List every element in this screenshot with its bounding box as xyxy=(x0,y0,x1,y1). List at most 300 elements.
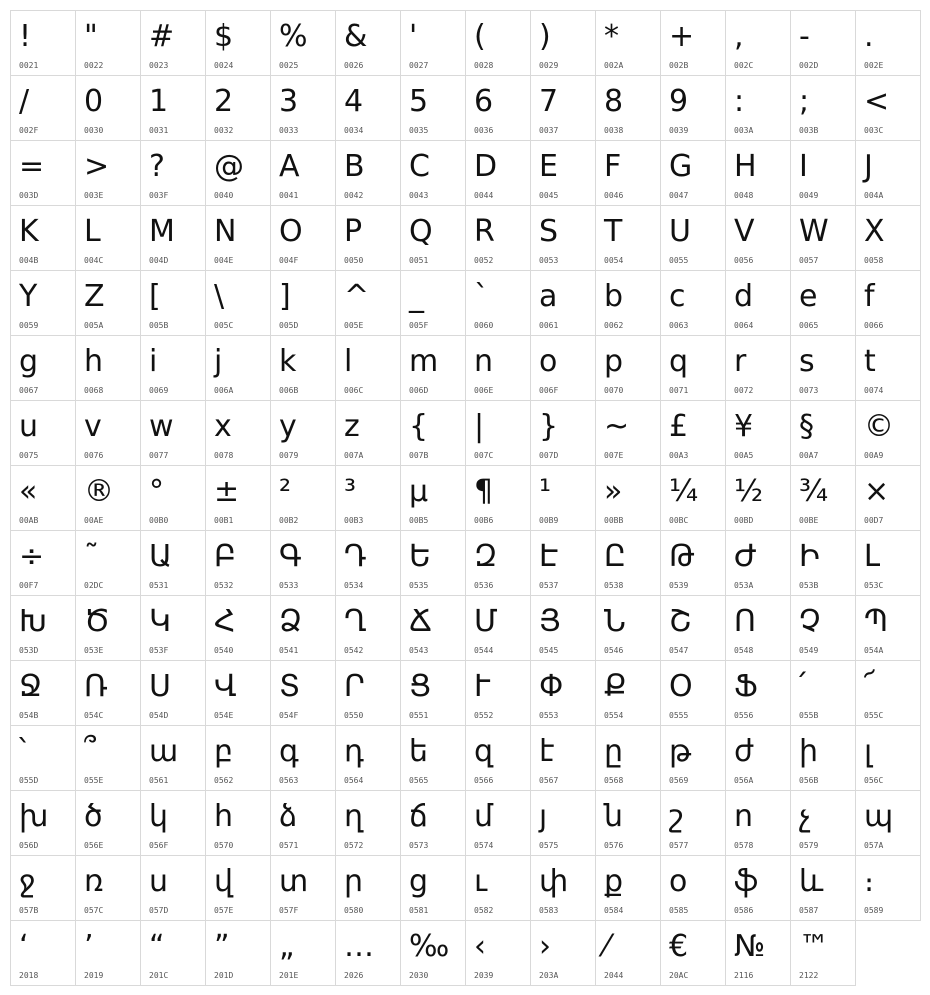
glyph-codepoint: 0564 xyxy=(344,776,364,785)
glyph-cell xyxy=(75,205,141,271)
glyph-codepoint: 0058 xyxy=(864,256,884,265)
glyph-char: c xyxy=(669,279,686,314)
glyph-cell xyxy=(335,725,401,791)
glyph-codepoint: 0037 xyxy=(539,126,559,135)
glyph-char: Տ xyxy=(279,669,301,704)
glyph-codepoint: 0046 xyxy=(604,191,624,200)
glyph-cell xyxy=(270,10,336,76)
glyph-char: O xyxy=(279,214,303,249)
glyph-char: դ xyxy=(344,734,364,769)
glyph-char: ր xyxy=(344,864,364,899)
glyph-cell xyxy=(465,75,531,141)
glyph-cell xyxy=(855,855,921,921)
glyph-cell xyxy=(75,10,141,76)
glyph-char: ’ xyxy=(84,929,94,964)
glyph-char: @ xyxy=(214,149,244,184)
glyph-codepoint: 005E xyxy=(344,321,364,330)
glyph-cell xyxy=(205,465,271,531)
glyph-char: N xyxy=(214,214,237,249)
glyph-codepoint: 005A xyxy=(84,321,104,330)
glyph-codepoint: 0541 xyxy=(279,646,299,655)
glyph-cell xyxy=(270,920,336,986)
glyph-cell xyxy=(855,465,921,531)
glyph-char: ձ xyxy=(279,799,298,834)
glyph-char: Ք xyxy=(604,669,627,704)
glyph-cell xyxy=(140,75,206,141)
glyph-cell xyxy=(205,140,271,206)
glyph-cell xyxy=(465,595,531,661)
glyph-cell xyxy=(790,270,856,336)
glyph-cell xyxy=(530,855,596,921)
glyph-char: մ xyxy=(474,799,494,834)
glyph-codepoint: 0543 xyxy=(409,646,429,655)
glyph-cell xyxy=(465,725,531,791)
glyph-char: E xyxy=(539,149,558,184)
glyph-codepoint: 2039 xyxy=(474,971,494,980)
glyph-cell xyxy=(790,335,856,401)
glyph-char: ® xyxy=(84,474,114,509)
glyph-char: Ց xyxy=(409,669,432,704)
glyph-cell xyxy=(595,790,661,856)
glyph-char: › xyxy=(539,929,551,964)
glyph-char: | xyxy=(474,409,485,444)
glyph-codepoint: 0077 xyxy=(149,451,169,460)
glyph-codepoint: 00B3 xyxy=(344,516,364,525)
glyph-grid xyxy=(10,10,920,985)
glyph-char: Թ xyxy=(669,539,695,574)
glyph-cell xyxy=(335,660,401,726)
glyph-codepoint: 007B xyxy=(409,451,429,460)
glyph-codepoint: 00B9 xyxy=(539,516,559,525)
glyph-cell xyxy=(140,10,206,76)
glyph-char: ( xyxy=(474,19,486,54)
glyph-cell xyxy=(400,10,466,76)
glyph-cell xyxy=(660,270,726,336)
glyph-char: Ժ xyxy=(734,539,757,574)
glyph-char: ™ xyxy=(799,929,829,964)
glyph-cell xyxy=(140,140,206,206)
glyph-codepoint: 0542 xyxy=(344,646,364,655)
glyph-cell xyxy=(335,75,401,141)
glyph-char: a xyxy=(539,279,558,314)
glyph-codepoint: 0548 xyxy=(734,646,754,655)
glyph-cell xyxy=(205,530,271,596)
glyph-codepoint: 0070 xyxy=(604,386,624,395)
glyph-cell xyxy=(335,530,401,596)
glyph-char: Մ xyxy=(474,604,498,639)
glyph-char: վ xyxy=(214,864,234,899)
glyph-char: Ւ xyxy=(474,669,491,704)
glyph-char: C xyxy=(409,149,430,184)
glyph-cell xyxy=(660,920,726,986)
glyph-codepoint: 00B5 xyxy=(409,516,429,525)
glyph-cell xyxy=(270,205,336,271)
glyph-char: Ռ xyxy=(84,669,108,704)
glyph-cell xyxy=(10,855,76,921)
glyph-cell xyxy=(270,530,336,596)
glyph-codepoint: 203A xyxy=(539,971,559,980)
glyph-cell xyxy=(790,660,856,726)
glyph-cell xyxy=(790,920,856,986)
glyph-codepoint: 006F xyxy=(539,386,559,395)
glyph-codepoint: 002C xyxy=(734,61,754,70)
glyph-char: Շ xyxy=(669,604,692,639)
glyph-cell xyxy=(855,140,921,206)
glyph-char: £ xyxy=(669,409,689,444)
glyph-char: f xyxy=(864,279,875,314)
glyph-char: շ xyxy=(669,799,684,834)
glyph-char: Բ xyxy=(214,539,236,574)
glyph-char: „ xyxy=(279,929,295,964)
glyph-char: 9 xyxy=(669,84,689,119)
glyph-char: § xyxy=(799,409,814,444)
glyph-codepoint: 0064 xyxy=(734,321,754,330)
glyph-cell xyxy=(595,595,661,661)
glyph-codepoint: 0566 xyxy=(474,776,494,785)
glyph-codepoint: 0537 xyxy=(539,581,559,590)
glyph-cell xyxy=(725,140,791,206)
glyph-codepoint: 056E xyxy=(84,841,104,850)
glyph-cell xyxy=(465,270,531,336)
glyph-codepoint: 054E xyxy=(214,711,234,720)
glyph-char: r xyxy=(734,344,747,379)
glyph-codepoint: 055D xyxy=(19,776,39,785)
glyph-codepoint: 0052 xyxy=(474,256,494,265)
glyph-char: Ն xyxy=(604,604,626,639)
glyph-codepoint: 007D xyxy=(539,451,559,460)
glyph-cell xyxy=(10,530,76,596)
glyph-codepoint: 0582 xyxy=(474,906,494,915)
glyph-codepoint: 006B xyxy=(279,386,299,395)
glyph-cell xyxy=(855,660,921,726)
glyph-cell xyxy=(10,920,76,986)
glyph-char: Y xyxy=(19,279,38,314)
glyph-char: b xyxy=(604,279,624,314)
glyph-codepoint: 0563 xyxy=(279,776,299,785)
glyph-cell xyxy=(855,400,921,466)
glyph-cell xyxy=(790,530,856,596)
glyph-char: ½ xyxy=(734,474,764,509)
glyph-codepoint: 0546 xyxy=(604,646,624,655)
glyph-codepoint: 002A xyxy=(604,61,624,70)
glyph-codepoint: 0549 xyxy=(799,646,819,655)
glyph-codepoint: 004C xyxy=(84,256,104,265)
glyph-char: © xyxy=(864,409,894,444)
glyph-codepoint: 005C xyxy=(214,321,234,330)
glyph-char: Ր xyxy=(344,669,365,704)
glyph-codepoint: 0575 xyxy=(539,841,559,850)
glyph-char: Փ xyxy=(539,669,564,704)
glyph-cell xyxy=(10,140,76,206)
glyph-cell xyxy=(205,75,271,141)
glyph-codepoint: 0544 xyxy=(474,646,494,655)
glyph-codepoint: 0551 xyxy=(409,711,429,720)
glyph-char: թ xyxy=(669,734,692,769)
glyph-cell xyxy=(270,335,336,401)
glyph-cell xyxy=(530,725,596,791)
glyph-codepoint: 0078 xyxy=(214,451,234,460)
glyph-codepoint: 0049 xyxy=(799,191,819,200)
glyph-codepoint: 0552 xyxy=(474,711,494,720)
glyph-cell xyxy=(595,140,661,206)
glyph-char: ² xyxy=(279,474,292,509)
glyph-cell xyxy=(855,10,921,76)
glyph-cell xyxy=(75,75,141,141)
glyph-cell xyxy=(725,465,791,531)
glyph-char: օ xyxy=(669,864,688,899)
glyph-char: ՜ xyxy=(864,669,875,704)
glyph-char: K xyxy=(19,214,39,249)
glyph-char: յ xyxy=(539,799,548,834)
glyph-char: » xyxy=(604,474,623,509)
glyph-codepoint: 0030 xyxy=(84,126,104,135)
glyph-codepoint: 007A xyxy=(344,451,364,460)
glyph-char: Զ xyxy=(474,539,498,574)
glyph-cell xyxy=(75,140,141,206)
glyph-cell xyxy=(140,660,206,726)
glyph-cell xyxy=(660,140,726,206)
glyph-cell xyxy=(205,855,271,921)
glyph-codepoint: 053C xyxy=(864,581,884,590)
glyph-codepoint: 054C xyxy=(84,711,104,720)
glyph-char: w xyxy=(149,409,174,444)
glyph-cell xyxy=(75,790,141,856)
glyph-cell xyxy=(595,855,661,921)
glyph-char: # xyxy=(149,19,175,54)
glyph-char: U xyxy=(669,214,691,249)
glyph-cell xyxy=(335,465,401,531)
glyph-char: ” xyxy=(214,929,230,964)
glyph-codepoint: 0532 xyxy=(214,581,234,590)
glyph-char: Ե xyxy=(409,539,431,574)
glyph-cell xyxy=(400,75,466,141)
glyph-cell xyxy=(270,400,336,466)
glyph-char: զ xyxy=(474,734,494,769)
glyph-cell xyxy=(270,140,336,206)
glyph-char: Դ xyxy=(344,539,367,574)
glyph-cell xyxy=(335,790,401,856)
glyph-codepoint: 004D xyxy=(149,256,169,265)
glyph-cell xyxy=(465,790,531,856)
glyph-cell xyxy=(595,725,661,791)
glyph-codepoint: 002D xyxy=(799,61,819,70)
glyph-codepoint: 201D xyxy=(214,971,234,980)
glyph-codepoint: 0545 xyxy=(539,646,559,655)
glyph-codepoint: 054D xyxy=(149,711,169,720)
glyph-codepoint: 0581 xyxy=(409,906,429,915)
glyph-cell xyxy=(335,335,401,401)
glyph-cell xyxy=(75,335,141,401)
glyph-codepoint: 055E xyxy=(84,776,104,785)
glyph-char: … xyxy=(344,929,374,964)
glyph-codepoint: 0045 xyxy=(539,191,559,200)
glyph-codepoint: 00BE xyxy=(799,516,819,525)
glyph-codepoint: 057A xyxy=(864,841,884,850)
glyph-cell xyxy=(140,335,206,401)
glyph-codepoint: 0067 xyxy=(19,386,39,395)
glyph-char: ո xyxy=(734,799,754,834)
glyph-cell xyxy=(75,530,141,596)
glyph-codepoint: 0074 xyxy=(864,386,884,395)
glyph-char: 5 xyxy=(409,84,429,119)
glyph-char: ± xyxy=(214,474,240,509)
glyph-codepoint: 0539 xyxy=(669,581,689,590)
glyph-codepoint: 0065 xyxy=(799,321,819,330)
glyph-cell xyxy=(335,205,401,271)
glyph-char: ը xyxy=(604,734,624,769)
glyph-codepoint: 2018 xyxy=(19,971,39,980)
glyph-codepoint: 056D xyxy=(19,841,39,850)
glyph-cell xyxy=(465,335,531,401)
glyph-cell xyxy=(270,660,336,726)
glyph-cell xyxy=(725,920,791,986)
glyph-codepoint: 0044 xyxy=(474,191,494,200)
glyph-char: Ճ xyxy=(409,604,433,639)
glyph-char: l xyxy=(344,344,353,379)
glyph-cell xyxy=(140,595,206,661)
glyph-codepoint: 0079 xyxy=(279,451,299,460)
glyph-char: ³ xyxy=(344,474,357,509)
glyph-cell xyxy=(465,855,531,921)
glyph-cell xyxy=(855,530,921,596)
glyph-codepoint: 0060 xyxy=(474,321,494,330)
glyph-codepoint: 0047 xyxy=(669,191,689,200)
glyph-char: ° xyxy=(149,474,164,509)
glyph-char: e xyxy=(799,279,818,314)
glyph-codepoint: 00BB xyxy=(604,516,624,525)
glyph-codepoint: 0036 xyxy=(474,126,494,135)
glyph-cell xyxy=(595,530,661,596)
glyph-codepoint: 0050 xyxy=(344,256,364,265)
glyph-cell xyxy=(465,920,531,986)
glyph-cell xyxy=(530,270,596,336)
glyph-cell xyxy=(660,530,726,596)
glyph-codepoint: 054F xyxy=(279,711,299,720)
glyph-codepoint: 0535 xyxy=(409,581,429,590)
glyph-char: R xyxy=(474,214,495,249)
glyph-cell xyxy=(790,725,856,791)
glyph-cell xyxy=(790,855,856,921)
glyph-cell xyxy=(75,725,141,791)
glyph-char: 2 xyxy=(214,84,234,119)
glyph-codepoint: 0033 xyxy=(279,126,299,135)
glyph-codepoint: 0029 xyxy=(539,61,559,70)
glyph-char: Է xyxy=(539,539,559,574)
glyph-char: ֆ xyxy=(734,864,759,899)
glyph-char: > xyxy=(84,149,110,184)
glyph-codepoint: 0034 xyxy=(344,126,364,135)
glyph-cell xyxy=(10,725,76,791)
glyph-codepoint: 056F xyxy=(149,841,169,850)
glyph-codepoint: 0561 xyxy=(149,776,169,785)
glyph-char: L xyxy=(84,214,101,249)
glyph-cell xyxy=(725,270,791,336)
glyph-cell xyxy=(595,465,661,531)
glyph-char: + xyxy=(669,19,695,54)
glyph-cell xyxy=(270,465,336,531)
glyph-cell xyxy=(400,400,466,466)
glyph-codepoint: 0574 xyxy=(474,841,494,850)
glyph-cell xyxy=(75,855,141,921)
glyph-codepoint: 002B xyxy=(669,61,689,70)
glyph-char: ¥ xyxy=(734,409,754,444)
glyph-codepoint: 0556 xyxy=(734,711,754,720)
glyph-codepoint: 007C xyxy=(474,451,494,460)
glyph-char: j xyxy=(214,344,223,379)
glyph-codepoint: 055B xyxy=(799,711,819,720)
glyph-codepoint: 00A9 xyxy=(864,451,884,460)
glyph-codepoint: 0026 xyxy=(344,61,364,70)
glyph-char: ւ xyxy=(474,864,488,899)
glyph-cell xyxy=(660,725,726,791)
glyph-cell xyxy=(270,270,336,336)
glyph-char: ‹ xyxy=(474,929,486,964)
glyph-cell xyxy=(855,205,921,271)
glyph-cell xyxy=(400,725,466,791)
glyph-codepoint: 0580 xyxy=(344,906,364,915)
glyph-codepoint: 0072 xyxy=(734,386,754,395)
glyph-cell xyxy=(530,335,596,401)
glyph-codepoint: 0041 xyxy=(279,191,299,200)
glyph-char: ] xyxy=(279,279,291,314)
glyph-char: * xyxy=(604,19,619,54)
glyph-cell xyxy=(75,465,141,531)
glyph-char: = xyxy=(19,149,45,184)
glyph-char: \ xyxy=(214,279,225,314)
glyph-codepoint: 0053 xyxy=(539,256,559,265)
glyph-char: ծ xyxy=(84,799,103,834)
glyph-codepoint: 20AC xyxy=(669,971,689,980)
glyph-codepoint: 00A7 xyxy=(799,451,819,460)
glyph-cell xyxy=(400,660,466,726)
glyph-char: t xyxy=(864,344,876,379)
glyph-cell xyxy=(595,920,661,986)
glyph-char: 4 xyxy=(344,84,364,119)
glyph-codepoint: 055C xyxy=(864,711,884,720)
glyph-codepoint: 0565 xyxy=(409,776,429,785)
glyph-cell xyxy=(725,855,791,921)
glyph-char: q xyxy=(669,344,689,379)
glyph-cell xyxy=(725,75,791,141)
glyph-cell xyxy=(335,140,401,206)
glyph-codepoint: 0554 xyxy=(604,711,624,720)
glyph-cell xyxy=(725,335,791,401)
glyph-codepoint: 00BC xyxy=(669,516,689,525)
glyph-codepoint: 003C xyxy=(864,126,884,135)
glyph-codepoint: 004F xyxy=(279,256,299,265)
glyph-char: y xyxy=(279,409,297,444)
glyph-char: µ xyxy=(409,474,429,509)
glyph-char: ՝ xyxy=(19,734,27,769)
glyph-cell xyxy=(205,725,271,791)
glyph-cell xyxy=(530,75,596,141)
glyph-codepoint: 0578 xyxy=(734,841,754,850)
glyph-char: u xyxy=(19,409,39,444)
glyph-cell xyxy=(10,10,76,76)
glyph-codepoint: 0577 xyxy=(669,841,689,850)
glyph-cell xyxy=(75,270,141,336)
glyph-cell xyxy=(140,400,206,466)
glyph-char: ` xyxy=(474,279,489,314)
glyph-char: S xyxy=(539,214,559,249)
glyph-cell xyxy=(465,530,531,596)
glyph-cell xyxy=(660,790,726,856)
glyph-codepoint: 0562 xyxy=(214,776,234,785)
glyph-cell xyxy=(205,790,271,856)
glyph-cell xyxy=(205,660,271,726)
glyph-char: v xyxy=(84,409,102,444)
glyph-codepoint: 0585 xyxy=(669,906,689,915)
